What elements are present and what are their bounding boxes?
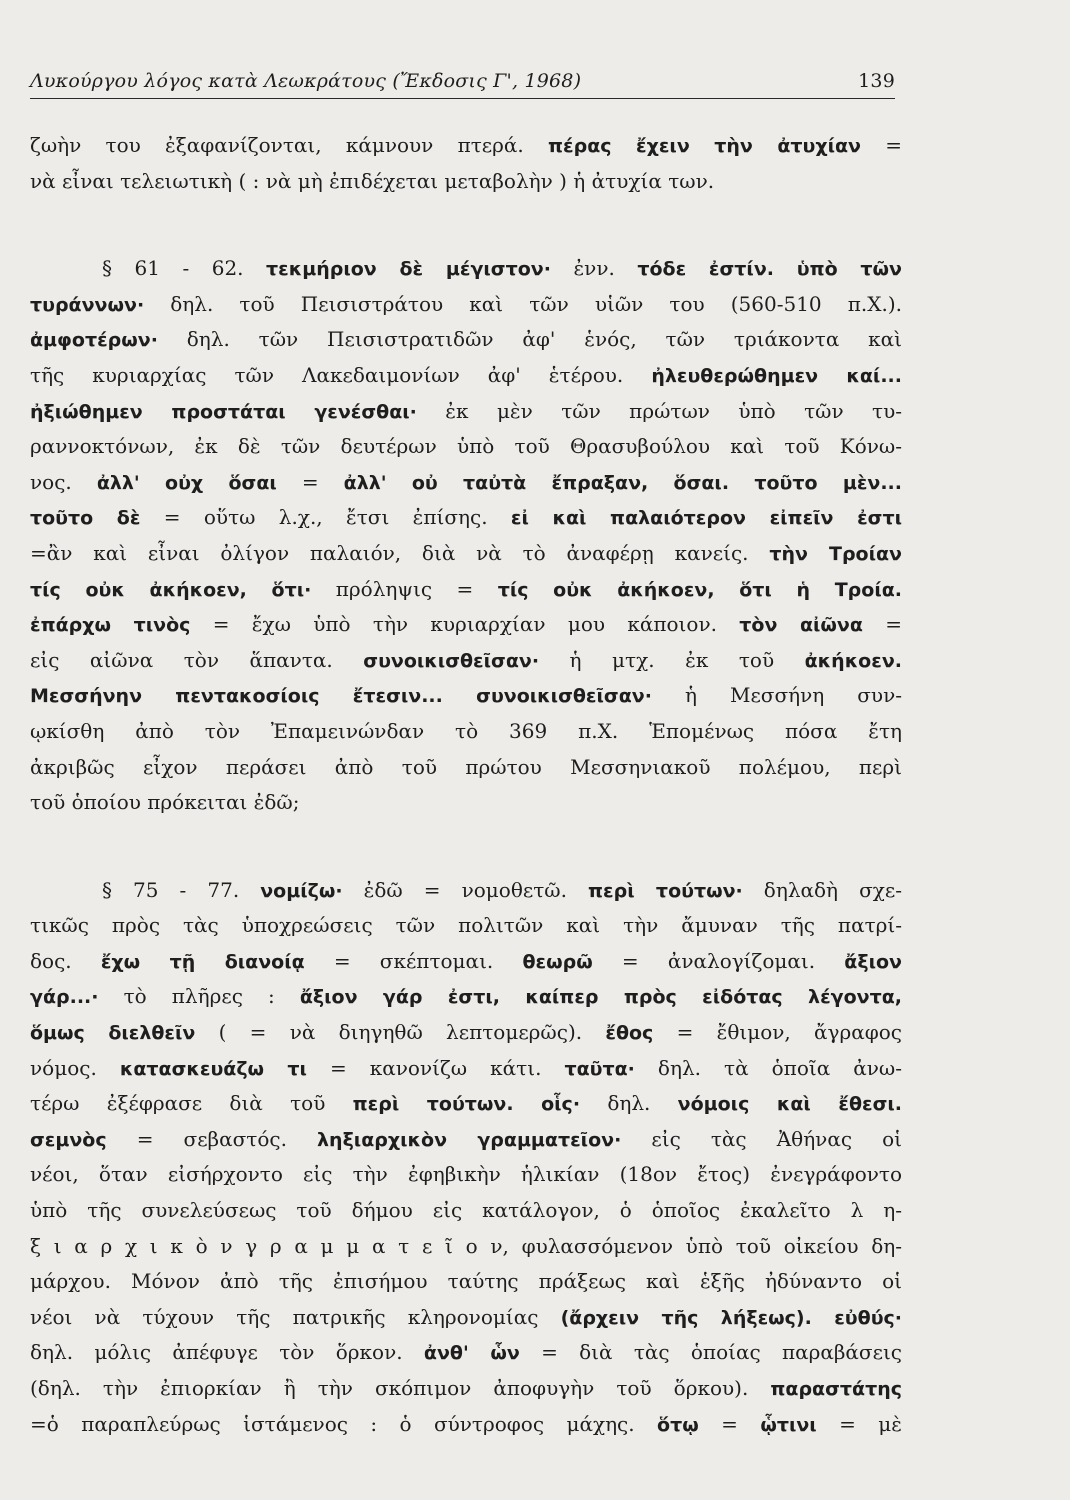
lemma-bold: ἔχω τῇ διανοίᾳ: [100, 950, 305, 973]
gloss-text: = μὲ: [816, 1411, 903, 1436]
lemma-bold: τίς οὐκ ἀκήκοεν, ὅτι ἡ Τροία.: [497, 578, 902, 601]
header-rule: [30, 98, 895, 99]
lemma-bold: νομίζω·: [260, 879, 343, 902]
gloss-text: =ἂν καὶ εἶναι ὀλίγον παλαιόν, διὰ νὰ τὸ ἀναφέρῃ κανείς.: [30, 540, 770, 565]
gloss-text: νος.: [30, 469, 97, 494]
commentary-text: [30, 128, 902, 1442]
text-line: [30, 429, 902, 465]
text-line: [30, 1051, 902, 1087]
text-line: [30, 873, 902, 909]
gloss-text: μάρχου. Μόνον ἀπὸ τῆς ἐπισήμου ταύτης πράξεως καὶ ἑξῆς ἠδύναντο οἱ: [30, 1269, 902, 1294]
gloss-text: δηλ. μόλις ἀπέφυγε τὸν ὅρκον.: [30, 1340, 424, 1365]
gloss-text: ἐνν.: [550, 256, 638, 281]
gloss-text: =: [698, 1411, 761, 1436]
text-line: [30, 1122, 902, 1158]
lemma-bold: ἀνθ' ὧν: [423, 1342, 520, 1365]
text-line: [30, 465, 902, 501]
gloss-text: δηλ.: [580, 1091, 678, 1116]
lemma-bold: ταῦτα·: [564, 1057, 635, 1080]
text-line: [30, 714, 902, 750]
lemma-bold: ἠξιώθημεν προστάται γενέσθαι·: [30, 400, 417, 423]
gloss-text: δηλ. τὰ ὁποῖα ἀνω-: [634, 1055, 902, 1080]
gloss-text: = ἔθιμον, ἄγραφος: [653, 1020, 903, 1045]
gloss-text: =: [276, 469, 344, 494]
lemma-bold: ἐπάρχω τινὸς: [30, 614, 191, 637]
running-header: [30, 70, 895, 92]
lemma-bold: παραστάτης: [770, 1378, 902, 1400]
lemma-bold: σεμνὸς: [30, 1128, 107, 1151]
gloss-text: ἀκριβῶς εἶχον περάσει ἀπὸ τοῦ πρώτου Μεσσηνιακοῦ πολέμου, περὶ: [30, 754, 902, 779]
lemma-bold: συνοικισθεῖσαν·: [363, 649, 540, 672]
gloss-text: νόμος.: [30, 1055, 120, 1080]
gloss-text: ξ ι α ρ χ ι κ ὸ ν γ ρ α μ μ α τ ε ῖ ο ν, φυλασσόμενον ὑπὸ τοῦ οἰκείου δη-: [30, 1233, 902, 1258]
text-line: [30, 944, 902, 980]
gloss-text: = διὰ τὰς ὁποίας παραβάσεις: [519, 1340, 902, 1365]
lemma-bold: τόδε ἐστίν. ὑπὸ τῶν: [637, 258, 903, 281]
lemma-bold: τοῦτο δὲ: [30, 507, 141, 530]
lemma-bold: (ἄρχειν τῆς λήξεως). εὐθύς·: [560, 1306, 903, 1329]
text-line: [30, 358, 902, 394]
text-line: [30, 1264, 902, 1300]
gloss-text: ῳκίσθη ἀπὸ τὸν Ἐπαμεινώνδαν τὸ 369 π.Χ. Ἑπομένως πόσα ἔτη: [30, 718, 902, 743]
gloss-text: τῆς κυριαρχίας τῶν Λακεδαιμονίων ἀφ' ἑτέρου.: [30, 362, 652, 387]
text-line: [30, 1335, 902, 1371]
paragraph-gap: [30, 821, 902, 873]
lemma-bold: τεκμήριον δὲ μέγιστον·: [266, 258, 551, 281]
gloss-text: § 75 - 77.: [102, 877, 261, 902]
gloss-text: = ἔχω ὑπὸ τὴν κυριαρχίαν μου κάποιον.: [190, 612, 740, 637]
running-title: Λυκούργου λόγος κατὰ Λεωκράτους (Ἔκδοσις Γ', 1968): [30, 70, 582, 92]
lemma-bold: θεωρῶ: [522, 950, 593, 973]
gloss-text: δος.: [30, 948, 101, 973]
text-line: [30, 607, 902, 643]
gloss-text: δηλαδὴ σχε-: [742, 877, 902, 902]
lemma-bold: ᾧτινι: [760, 1413, 817, 1436]
text-line: [30, 287, 902, 323]
gloss-text: ἡ μτχ. ἐκ τοῦ: [539, 647, 805, 672]
gloss-text: πρόληψις =: [311, 576, 498, 601]
gloss-text: ὑπὸ τῆς συνελεύσεως τοῦ δήμου εἰς κατάλογον, ὁ ὁποῖος ἐκαλεῖτο λ η-: [30, 1198, 902, 1223]
text-line: [30, 785, 902, 821]
lemma-bold: ἀλλ' οὐ ταὐτὰ ἔπραξαν, ὅσαι. τοῦτο μὲν...: [343, 471, 902, 494]
gloss-text: § 61 - 62.: [102, 256, 267, 281]
gloss-text: (δηλ. τὴν ἐπιορκίαν ἢ τὴν σκόπιμον ἀποφυγὴν τοῦ ὅρκου).: [30, 1376, 771, 1400]
lemma-bold: εἰ καὶ παλαιότερον εἰπεῖν ἐστι: [510, 507, 902, 530]
lemma-bold: ληξιαρχικὸν γραμματεῖον·: [317, 1128, 622, 1151]
text-line: [30, 1086, 902, 1122]
gloss-text: =: [862, 612, 902, 637]
gloss-text: =: [861, 133, 902, 157]
text-line: [30, 1193, 902, 1229]
paragraph-gap: [30, 199, 902, 251]
gloss-text: δηλ. τῶν Πεισιστρατιδῶν ἀφ' ἑνός, τῶν τριάκοντα καὶ: [157, 327, 902, 352]
lemma-bold: ἄξιον: [844, 950, 902, 973]
gloss-text: τὸ πλῆρες :: [98, 984, 300, 1009]
gloss-text: = κανονίζω κάτι.: [306, 1055, 565, 1080]
text-line: [30, 1229, 902, 1265]
text-line: [30, 1371, 902, 1407]
text-line: [30, 164, 902, 200]
lemma-bold: γάρ...·: [30, 986, 99, 1009]
gloss-text: =ὁ παραπλεύρως ἱστάμενος : ὁ σύντροφος μάχης.: [30, 1411, 658, 1436]
text-line: [30, 908, 902, 944]
lemma-bold: ἔθος: [605, 1022, 654, 1045]
gloss-text: ἐδῶ = νομοθετῶ.: [342, 877, 589, 902]
gloss-text: εἰς τὰς Ἀθήνας οἱ: [621, 1126, 903, 1151]
gloss-text: τέρω ἐξέφρασε διὰ τοῦ: [30, 1091, 353, 1116]
lemma-bold: ἠλευθερώθημεν καί...: [651, 364, 902, 387]
text-line: [30, 572, 902, 608]
text-line: [30, 750, 902, 786]
text-line: [30, 678, 902, 714]
lemma-bold: περὶ τούτων. οἷς·: [352, 1093, 581, 1116]
lemma-bold: ἄξιον γάρ ἐστι, καίπερ πρὸς εἰδότας λέγοντα,: [299, 986, 902, 1009]
lemma-bold: τίς οὐκ ἀκήκοεν, ὅτι·: [30, 578, 312, 601]
lemma-bold: ἀλλ' οὐχ ὅσαι: [96, 471, 277, 494]
gloss-text: ( = νὰ διηγηθῶ λεπτομερῶς).: [195, 1020, 606, 1045]
text-line: [30, 979, 902, 1015]
gloss-text: ἐκ μὲν τῶν πρώτων ὑπὸ τῶν τυ-: [416, 398, 902, 423]
gloss-text: τοῦ ὁποίου πρόκειται ἐδῶ;: [30, 790, 300, 815]
lemma-bold: ἀμφοτέρων·: [30, 329, 158, 352]
gloss-text: δηλ. τοῦ Πεισιστράτου καὶ τῶν υἱῶν του (560-510 π.Χ.).: [144, 291, 902, 316]
text-line: [30, 1015, 902, 1051]
gloss-text: ἡ Μεσσήνη συν-: [651, 683, 902, 708]
lemma-bold: τὴν Τροίαν: [769, 542, 902, 565]
lemma-bold: ὅμως διελθεῖν: [30, 1022, 196, 1045]
text-line: [30, 251, 902, 287]
gloss-text: = ἀναλογίζομαι.: [592, 948, 845, 973]
lemma-bold: περὶ τούτων·: [588, 879, 743, 902]
gloss-text: εἰς αἰῶνα τὸν ἅπαντα.: [30, 647, 364, 672]
text-line: [30, 1407, 902, 1443]
gloss-text: ζωὴν του ἐξαφανίζονται, κάμνουν πτερά.: [30, 133, 548, 157]
text-line: [30, 643, 902, 679]
gloss-text: = σεβαστός.: [106, 1126, 318, 1151]
lemma-bold: κατασκευάζω τι: [119, 1057, 307, 1080]
lemma-bold: πέρας ἔχειν τὴν ἀτυχίαν: [548, 135, 861, 157]
lemma-bold: τὸν αἰῶνα: [739, 614, 863, 637]
gloss-text: νέοι, ὅταν εἰσήρχοντο εἰς τὴν ἐφηβικὴν ἡλικίαν (18ον ἔτος) ἐνεγράφοντο: [30, 1162, 902, 1187]
lemma-bold: τυράννων·: [30, 293, 145, 316]
gloss-text: νέοι νὰ τύχουν τῆς πατρικῆς κληρονομίας: [30, 1304, 561, 1329]
gloss-text: ραννοκτόνων, ἐκ δὲ τῶν δευτέρων ὑπὸ τοῦ Θρασυβούλου καὶ τοῦ Κόνω-: [30, 434, 902, 459]
text-line: [30, 322, 902, 358]
lemma-bold: νόμοις καὶ ἔθεσι.: [677, 1093, 902, 1116]
text-line: [30, 394, 902, 430]
text-line: [30, 536, 902, 572]
lemma-bold: ὅτῳ: [657, 1413, 699, 1436]
page-number: 139: [858, 70, 895, 92]
text-line: [30, 500, 902, 536]
text-line: [30, 128, 902, 164]
lemma-bold: ἀκήκοεν.: [804, 649, 902, 672]
gloss-text: νὰ εἶναι τελειωτικὴ ( : νὰ μὴ ἐπιδέχεται μεταβολὴν ) ἡ ἀτυχία των.: [30, 168, 715, 193]
text-line: [30, 1157, 902, 1193]
text-line: [30, 1300, 902, 1336]
gloss-text: = οὕτω λ.χ., ἔτσι ἐπίσης.: [140, 505, 511, 530]
lemma-bold: Μεσσήνην πεντακοσίοις ἔτεσιν... συνοικισθεῖσαν·: [30, 685, 652, 708]
gloss-text: τικῶς πρὸς τὰς ὑποχρεώσεις τῶν πολιτῶν καὶ τὴν ἄμυναν τῆς πατρί-: [30, 913, 902, 938]
gloss-text: = σκέπτομαι.: [304, 948, 523, 973]
